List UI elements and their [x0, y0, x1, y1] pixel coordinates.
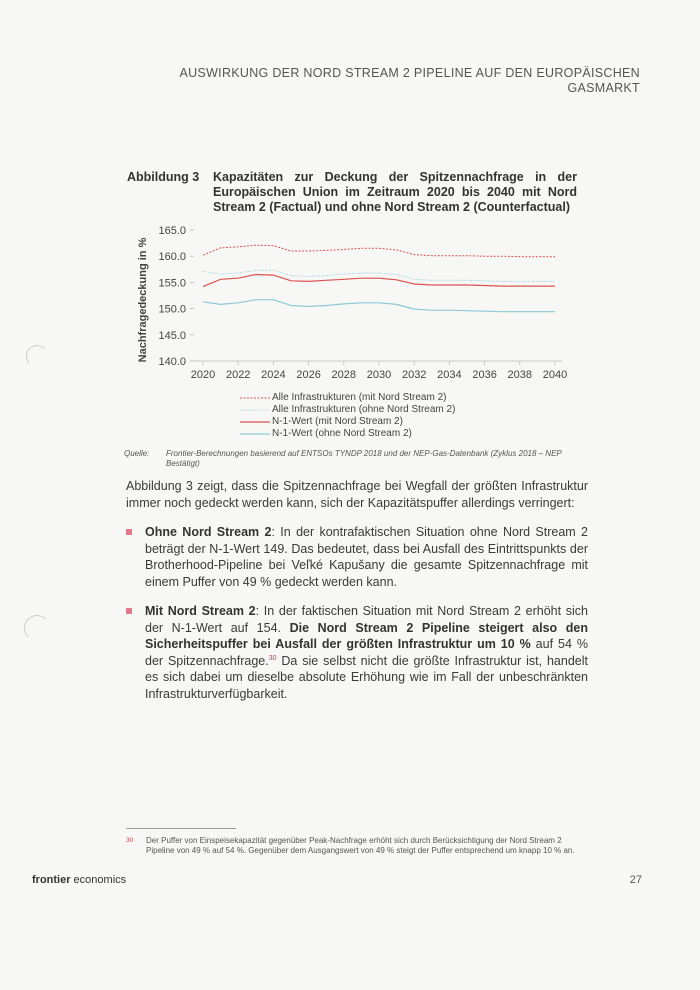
x-tick-label: 2034 [437, 369, 462, 381]
y-axis-label: Nachfragedeckung in % [137, 237, 149, 363]
x-tick-label: 2024 [261, 369, 286, 381]
series-line-4 [203, 300, 555, 312]
bullet-1-text: : In der kontrafaktischen Situation ohne Nord Stream 2 beträgt der N-1-Wert 149. Das bedeutet, dass bei Ausfall des Eintrittspunkts der Brotherhood-Pipeline bei Veľké Kapušany die gesamte Spitzennachfrage mit einem Puffer von 49 % gedeckt werden kann. [145, 525, 588, 589]
bullet-1-heading: Ohne Nord Stream 2 [145, 525, 272, 539]
intro-paragraph: Abbildung 3 zeigt, dass die Spitzennachfrage bei Wegfall der größten Infrastruktur immer noch gedeckt werden kann, sich der Kapazitätspuffer allerdings verringert: [126, 479, 588, 510]
x-tick-label: 2020 [190, 369, 216, 381]
figure-caption [127, 170, 577, 215]
brand-bold: frontier [32, 874, 71, 886]
y-tick-label: 150.0 [158, 303, 186, 316]
scan-artifact [24, 615, 50, 641]
series-line-1 [203, 245, 555, 257]
bullet-2-emphasis: Die Nord Stream 2 Pipeline steigert also den Sicherheitspuffer bei Ausfall der größten Infrastruktur um 10 % [145, 620, 588, 651]
y-tick-label: 145.0 [158, 329, 186, 342]
y-tick-label: 155.0 [158, 277, 186, 290]
legend-swatch [240, 395, 270, 401]
legend-item-2 [240, 404, 455, 416]
header-line-1: AUSWIRKUNG DER NORD STREAM 2 PIPELINE AUF DEN EUROPÄISCHEN [179, 66, 640, 80]
legend-label: N-1-Wert (mit Nord Stream 2) [272, 416, 403, 427]
footnote-text: Der Puffer von Einspeisekapazität gegenüber Peak-Nachfrage erhöht sich durch Berücksichtigung der Nord Stream 2 Pipeline von 49 % auf 54 %. Gegenüber dem Ausgangswert von 49 % steigt der Puffer entsprechend um knapp 10 % an. [146, 836, 575, 855]
scan-artifact [26, 345, 48, 367]
header-line-2: GASMARKT [567, 81, 640, 95]
footnote-reference[interactable]: 30 [268, 654, 277, 662]
figure-title: Kapazitäten zur Deckung der Spitzennachfrage in der Europäischen Union im Zeitraum 2020 bis 2040 mit Nord Stream 2 (Factual) und ohne Nord Stream 2 (Counterfactual) [213, 170, 577, 214]
x-tick-label: 2022 [225, 369, 251, 381]
figure-source [124, 449, 594, 469]
bullet-2-heading: Mit Nord Stream 2 [145, 604, 256, 618]
legend-swatch [240, 419, 270, 425]
legend-swatch [240, 431, 270, 437]
x-tick-label: 2036 [472, 369, 497, 381]
bullet-with-nord-stream [126, 603, 588, 702]
series-line-2 [203, 270, 555, 281]
x-tick-label: 2038 [507, 369, 533, 381]
y-tick-label: 160.0 [158, 251, 186, 264]
legend-label: Alle Infrastrukturen (mit Nord Stream 2) [272, 392, 447, 403]
figure-number: Abbildung 3 [127, 170, 200, 184]
footnote [126, 836, 588, 856]
bullet-2-text-1: : In der faktischen Situation mit Nord Stream 2 erhöht sich der N-1-Wert auf 154. [145, 604, 589, 635]
legend-item-3 [240, 416, 455, 428]
chart-legend [240, 392, 455, 440]
bullet-2-text-2: auf 54 % der Spitzennachfrage. [145, 637, 588, 668]
legend-item-1 [240, 392, 455, 404]
bullet-2-text-3: Da sie selbst nicht die größte Infrastruktur ist, handelt es sich dabei um dieselbe absolute Erhöhung wie im Fall der unbeschränkten Infrastrukturverfügbarkeit. [145, 653, 588, 701]
legend-label: N-1-Wert (ohne Nord Stream 2) [272, 428, 412, 439]
x-tick-label: 2026 [296, 369, 321, 381]
running-header [120, 66, 640, 96]
footnote-number: 30 [126, 837, 134, 844]
y-tick-label: 165.0 [158, 225, 186, 237]
footnote-divider [126, 828, 236, 829]
y-tick-label: 140.0 [158, 356, 186, 368]
legend-swatch [240, 407, 270, 413]
x-tick-label: 2040 [542, 369, 568, 381]
bullet-marker [126, 608, 132, 614]
brand-rest: economics [70, 874, 127, 886]
source-text: Frontier-Berechnungen basierend auf ENTSOs TYNDP 2018 und der NEP-Gas-Datenbank (Zyklus 2018 – NEP Bestätigt) [166, 449, 562, 468]
series-line-3 [203, 275, 555, 287]
legend-item-4 [240, 428, 455, 440]
source-label: Quelle: [124, 449, 150, 458]
x-tick-label: 2030 [366, 369, 392, 381]
line-chart [130, 220, 570, 385]
bullet-marker [126, 529, 132, 535]
x-tick-label: 2032 [401, 369, 427, 381]
footer-brand [32, 874, 126, 886]
x-tick-label: 2028 [331, 369, 357, 381]
page-number: 27 [629, 874, 642, 886]
legend-label: Alle Infrastrukturen (ohne Nord Stream 2) [272, 404, 456, 415]
body-text [126, 478, 588, 715]
bullet-without-nord-stream [126, 524, 588, 590]
